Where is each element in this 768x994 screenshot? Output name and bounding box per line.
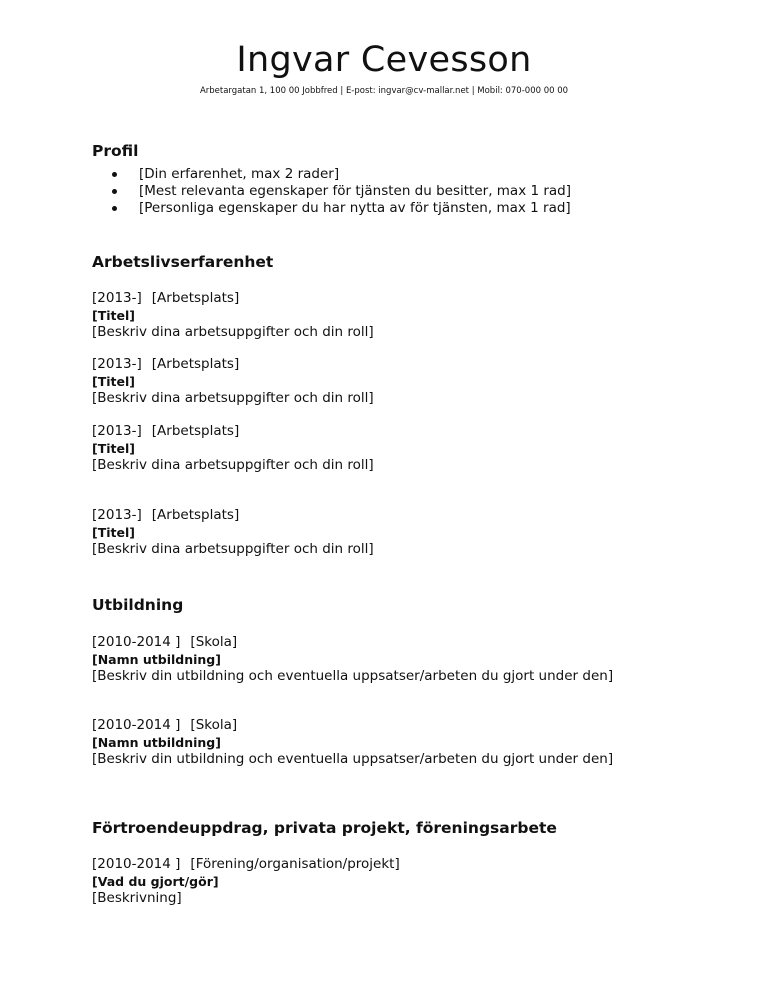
entry-period: [2013-] [92, 507, 142, 523]
entry-description: [Beskriv dina arbetsuppgifter och din roll] [92, 390, 374, 406]
work-entry-3-header [92, 423, 239, 440]
entry-period: [2010-2014 ] [92, 634, 181, 650]
education-entry-1-header [92, 634, 237, 651]
cv-page: Ingvar Cevesson Arbetargatan 1, 100 00 Jobbfred | E-post: ingvar@cv-mallar.net | Mobil: 070-000 00 00 Profil [Din erfarenhet, max 2 rader] [Mest relevanta egenskaper för tjänsten du besitter, max 1 rad] [Personliga egenskaper du har nytta av för tjänsten, max 1 rad] Arbetslivserfarenhet [2013-] [Arbetsplats] [Titel] [Beskriv dina arbetsuppgifter och din roll] [2013-] [Arbetsplats] [Titel] [Beskriv dina arbetsuppgifter och din roll] [2013-] [Arbetsplats] [Titel] [Beskriv dina arbetsuppgifter och din roll] [2013-] [Arbetsplats] [Titel] [Beskriv dina arbetsuppgifter och din roll] Utbildning [2010-2014 ] [Skola] [Namn utbildning] [Beskriv din utbildning och eventuella uppsatser/arbeten du gjort under den] [2010-2014 ] [Skola] [Namn utbildning] [Beskriv din utbildning och eventuella uppsatser/arbeten du gjort under den] Förtroendeuppdrag, privata projekt, föreningsarbete [2010-2014 ] [Förening/organisation/projekt] [Vad du gjort/gör] [Beskrivning] [0, 0, 768, 994]
entry-title: [Titel] [92, 374, 135, 389]
entry-description: [Beskriv din utbildning och eventuella uppsatser/arbeten du gjort under den] [92, 668, 614, 684]
entry-place: [Arbetsplats] [151, 423, 240, 439]
entry-title: [Titel] [92, 308, 135, 323]
entry-place: [Arbetsplats] [151, 356, 240, 372]
entry-period: [2010-2014 ] [92, 717, 181, 733]
entry-place: [Arbetsplats] [151, 507, 240, 523]
entry-description: [Beskriv dina arbetsuppgifter och din roll] [92, 324, 374, 340]
cv-name: Ingvar Cevesson [236, 40, 532, 80]
entry-title: [Vad du gjort/gör] [92, 874, 219, 889]
entry-title: [Titel] [92, 525, 135, 540]
work-entry-2-header [92, 356, 239, 373]
entry-place: [Skola] [190, 717, 238, 733]
bullet-icon [112, 172, 117, 177]
other-entry-1-header [92, 856, 400, 873]
entry-place: [Skola] [190, 634, 238, 650]
entry-period: [2013-] [92, 356, 142, 372]
work-entry-1-header [92, 290, 239, 307]
entry-title: [Titel] [92, 441, 135, 456]
education-entry-2-header [92, 717, 237, 734]
entry-place: [Förening/organisation/projekt] [190, 856, 400, 872]
bullet-icon [112, 206, 117, 211]
entry-description: [Beskriv din utbildning och eventuella uppsatser/arbeten du gjort under den] [92, 751, 614, 767]
bullet-icon [112, 189, 117, 194]
entry-period: [2013-] [92, 290, 142, 306]
entry-period: [2010-2014 ] [92, 856, 181, 872]
entry-place: [Arbetsplats] [151, 290, 240, 306]
entry-description: [Beskriv dina arbetsuppgifter och din roll] [92, 541, 374, 557]
work-entry-4-header [92, 507, 239, 524]
entry-description: [Beskriv dina arbetsuppgifter och din roll] [92, 457, 374, 473]
section-heading-profil: Profil [92, 142, 139, 160]
contact-line: Arbetargatan 1, 100 00 Jobbfred | E-post: ingvar@cv-mallar.net | Mobil: 070-000 00 00 [199, 86, 569, 96]
section-heading-work: Arbetslivserfarenhet [92, 253, 274, 271]
entry-period: [2013-] [92, 423, 142, 439]
entry-title: [Namn utbildning] [92, 652, 221, 667]
section-heading-education: Utbildning [92, 596, 184, 614]
entry-title: [Namn utbildning] [92, 735, 221, 750]
section-heading-other: Förtroendeuppdrag, privata projekt, föreningsarbete [92, 819, 557, 837]
entry-description: [Beskrivning] [92, 890, 182, 906]
